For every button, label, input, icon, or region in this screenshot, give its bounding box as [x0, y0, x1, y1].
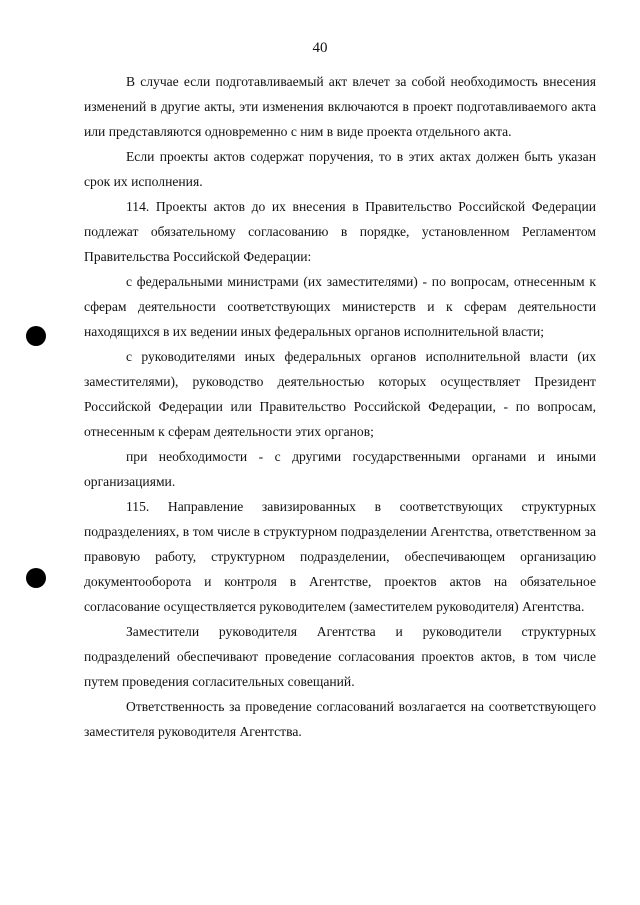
paragraph: Заместители руководителя Агентства и руководители структурных подразделений обеспечивают проведение согласования проектов актов, в том числе путем проведения согласительных совещаний.: [84, 624, 596, 689]
page-number: 40: [312, 40, 328, 56]
paragraph: с федеральными министрами (их заместителями) - по вопросам, отнесенным к сферам деятельности соответствующих министерств и к сферам деятельности находящихся в их ведении иных федеральных органов исполнительной власти;: [84, 274, 596, 339]
paragraph: В случае если подготавливаемый акт влечет за собой необходимость внесения изменений в другие акты, эти изменения включаются в проект подготавливаемого акта или представляются одновременно с ним в виде проекта отдельного акта.: [84, 74, 596, 139]
paragraph: Если проекты актов содержат поручения, то в этих актах должен быть указан срок их исполнения.: [84, 149, 596, 189]
document-body: [84, 69, 596, 744]
binder-hole-bottom: [26, 568, 46, 588]
paragraph: с руководителями иных федеральных органов исполнительной власти (их заместителями), руководство деятельностью которых осуществляет Президент Российской Федерации или Правительство Российской Федерации, - по вопросам, отнесенным к сферам деятельности этих органов;: [84, 349, 596, 439]
paragraph: 114. Проекты актов до их внесения в Правительство Российской Федерации подлежат обязательному согласованию в порядке, установленном Регламентом Правительства Российской Федерации:: [84, 199, 596, 264]
paragraph: Ответственность за проведение согласований возлагается на соответствующего заместителя руководителя Агентства.: [84, 699, 596, 739]
binder-hole-top: [26, 326, 46, 346]
paragraph: при необходимости - с другими государственными органами и иными организациями.: [84, 449, 596, 489]
paragraph: 115. Направление завизированных в соответствующих структурных подразделениях, в том числе в структурном подразделении Агентства, ответственном за правовую работу, структурном подразделении, обеспечивающем организацию документооборота и контроля в Агентстве, проектов актов на обязательное согласование осуществляется руководителем (заместителем руководителя) Агентства.: [84, 499, 596, 614]
